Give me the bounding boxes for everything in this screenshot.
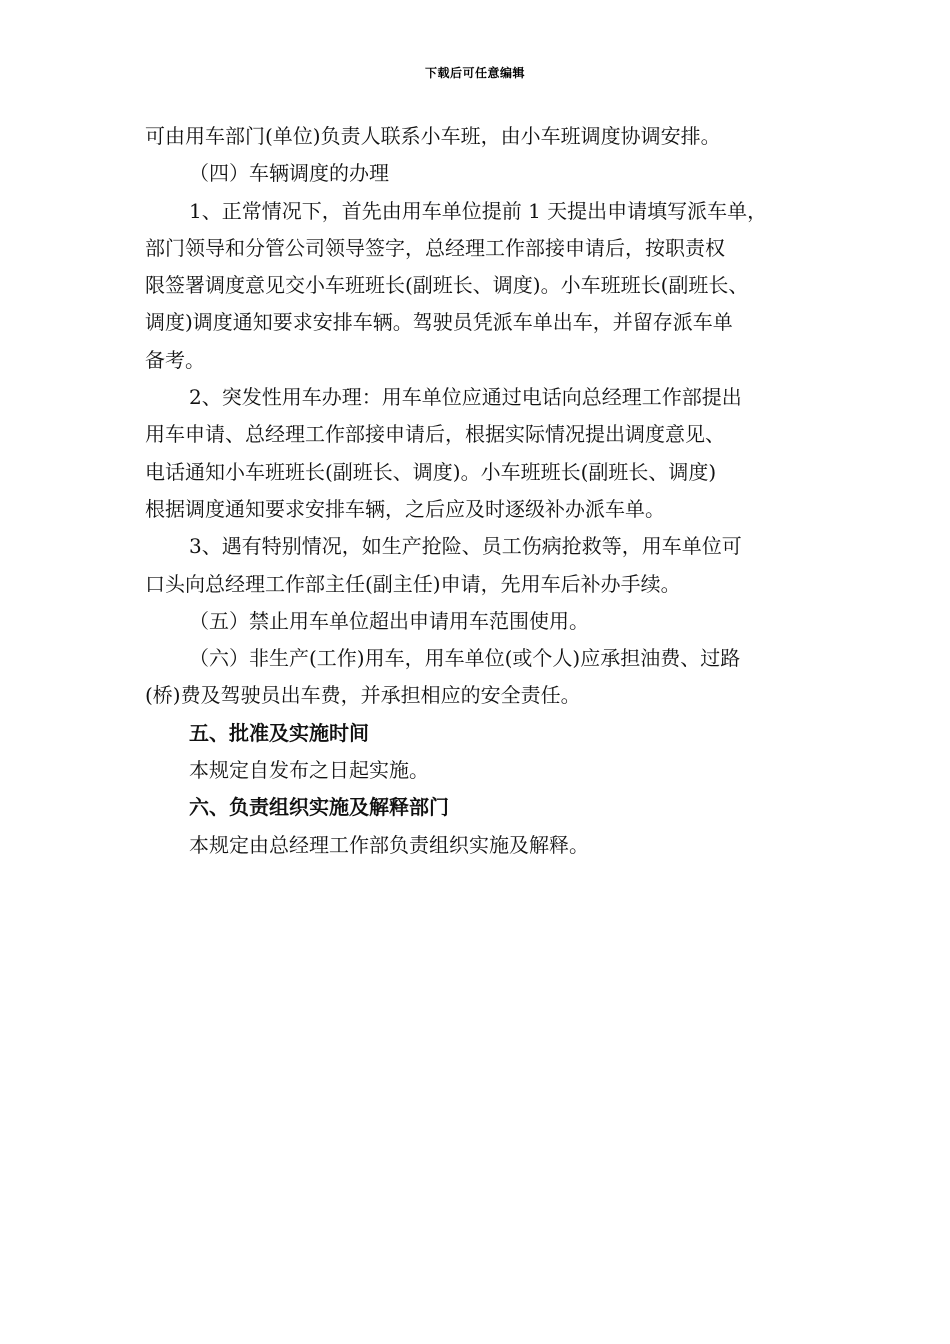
section-item-6: （六）非生产(工作)用车，用车单位(或个人)应承担油费、过路 (189, 646, 741, 671)
paragraph-line: 本规定由总经理工作部负责组织实施及解释。 (189, 832, 589, 857)
paragraph-line: 本规定自发布之日起实施。 (189, 758, 429, 783)
document-body (145, 118, 807, 864)
paragraph-line: 限签署调度意见交小车班班长(副班长、调度)。小车班班长(副班长、 (145, 273, 749, 298)
paragraph-line: 可由用车部门(单位)负责人联系小车班，由小车班调度协调安排。 (145, 124, 721, 148)
section-heading-approval: 五、批准及实施时间 (189, 720, 369, 745)
paragraph-line: 调度)调度通知要求安排车辆。驾驶员凭派车单出车，并留存派车单 (145, 310, 733, 335)
section-heading-4: （四）车辆调度的办理 (189, 161, 389, 186)
paragraph-line: 口头向总经理工作部主任(副主任)申请，先用车后补办手续。 (145, 571, 681, 596)
paragraph-line: 3、遇有特别情况，如生产抢险、员工伤病抢救等，用车单位可 (189, 534, 742, 559)
paragraph-line: 2、突发性用车办理：用车单位应通过电话向总经理工作部提出 (189, 385, 742, 410)
paragraph-line: (桥)费及驾驶员出车费，并承担相应的安全责任。 (145, 683, 581, 708)
paragraph-line: 部门领导和分管公司领导签字，总经理工作部接申请后，按职责权 (145, 235, 725, 260)
paragraph-line: 备考。 (145, 347, 205, 372)
section-item-5: （五）禁止用车单位超出申请用车范围使用。 (189, 608, 589, 633)
page-header: 下载后可任意编辑 (424, 66, 525, 80)
paragraph-line: 根据调度通知要求安排车辆，之后应及时逐级补办派车单。 (145, 496, 665, 521)
paragraph-line: 电话通知小车班班长(副班长、调度)。小车班班长(副班长、调度) (145, 459, 717, 484)
paragraph-line: 1、正常情况下，首先由用车单位提前 1 天提出申请填写派车单， (189, 198, 768, 223)
section-heading-responsible-dept: 六、负责组织实施及解释部门 (189, 795, 449, 820)
paragraph-line: 用车申请、总经理工作部接申请后，根据实际情况提出调度意见、 (145, 422, 725, 447)
